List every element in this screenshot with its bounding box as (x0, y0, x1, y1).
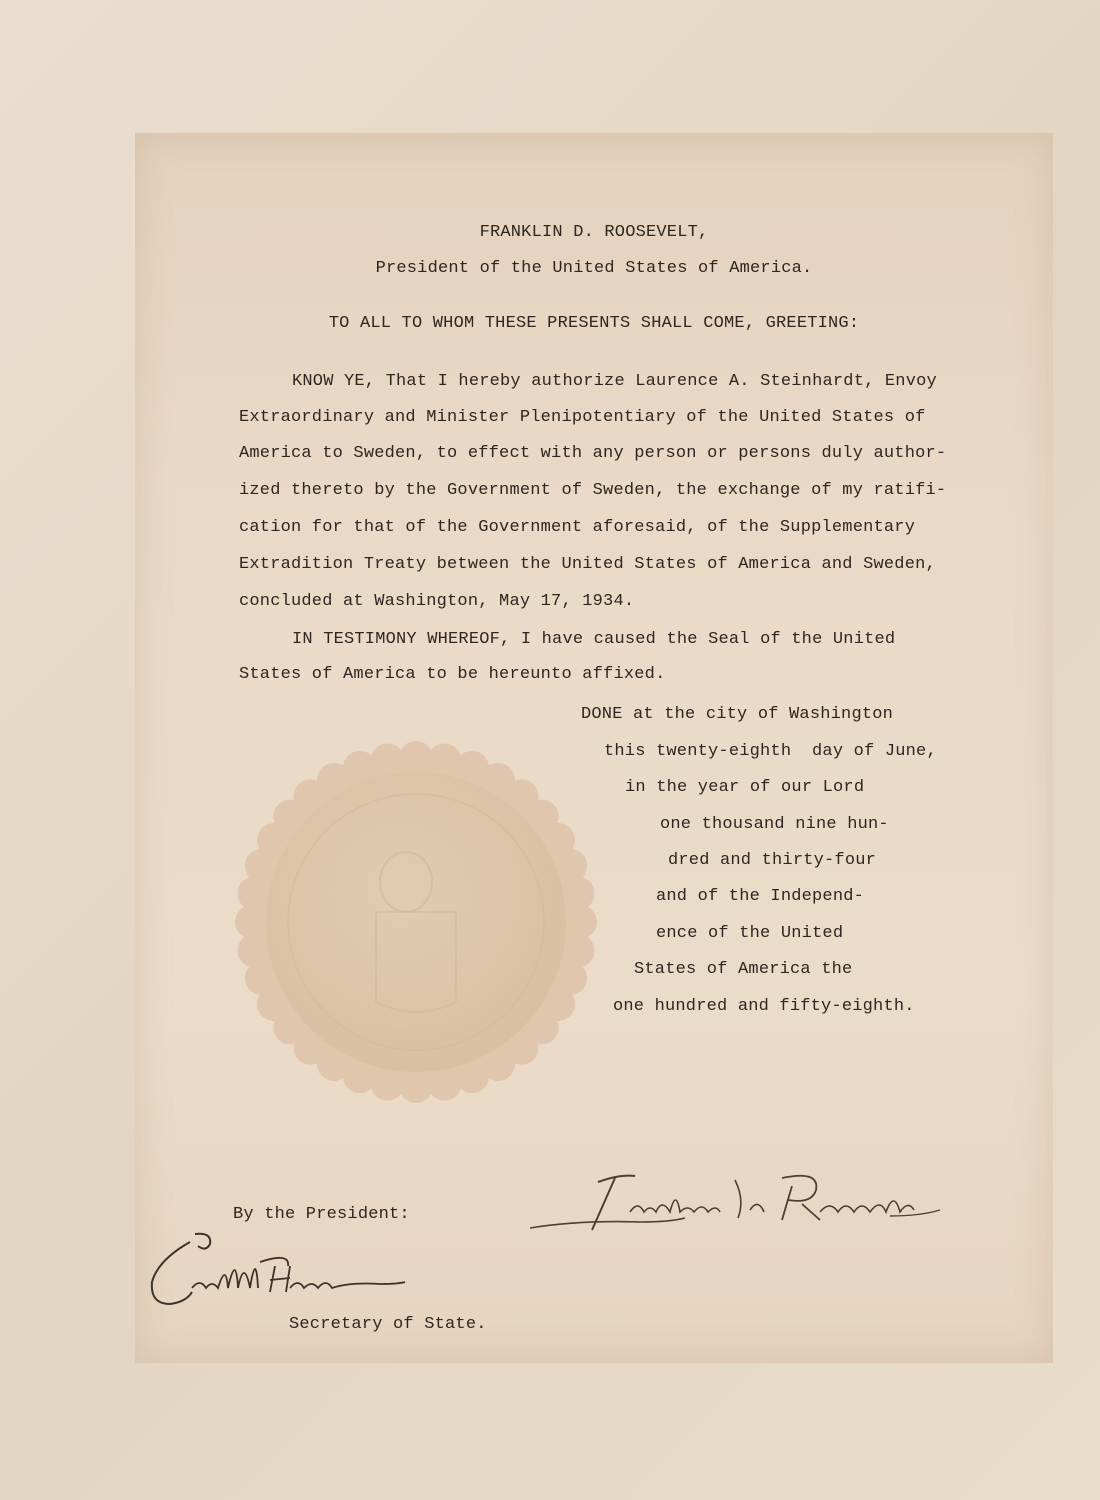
testimony-line: States of America to be hereunto affixed. (239, 665, 666, 684)
president-name: FRANKLIN D. ROOSEVELT, (479, 223, 709, 242)
embossed-seal-icon (226, 732, 616, 1112)
done-line: dred and thirty-four (668, 851, 877, 870)
president-title: President of the United States of America. (375, 259, 813, 278)
body-line: Extradition Treaty between the United States of America and Sweden, (239, 555, 936, 574)
done-line: ence of the United (656, 924, 844, 943)
body-line: America to Sweden, to effect with any person or persons duly author- (239, 444, 947, 463)
done-line: States of America the (634, 960, 853, 979)
body-line: KNOW YE, That I hereby authorize Laurence A. Steinhardt, Envoy (292, 372, 937, 391)
body-line: Extraordinary and Minister Plenipotentiary of the United States of (239, 408, 926, 427)
body-line: ized thereto by the Government of Sweden, the exchange of my ratifi- (239, 481, 947, 500)
done-line: and of the Independ- (656, 887, 865, 906)
secretary-title: Secretary of State. (289, 1315, 487, 1334)
done-line: in the year of our Lord (625, 778, 865, 797)
done-line: one thousand nine hun- (660, 815, 889, 834)
greeting: TO ALL TO WHOM THESE PRESENTS SHALL COME, GREETING: (328, 314, 860, 333)
done-line: one hundred and fifty-eighth. (613, 997, 915, 1016)
body-line: concluded at Washington, May 17, 1934. (239, 592, 635, 611)
body-line: cation for that of the Government aforesaid, of the Supplementary (239, 518, 916, 537)
done-line: this twenty-eighth day of June, (604, 742, 937, 761)
president-signature (520, 1160, 950, 1240)
done-line: DONE at the city of Washington (581, 705, 894, 724)
testimony-line: IN TESTIMONY WHEREOF, I have caused the Seal of the United (292, 630, 896, 649)
secretary-signature (140, 1222, 420, 1322)
by-the-president-label: By the President: (233, 1205, 410, 1224)
